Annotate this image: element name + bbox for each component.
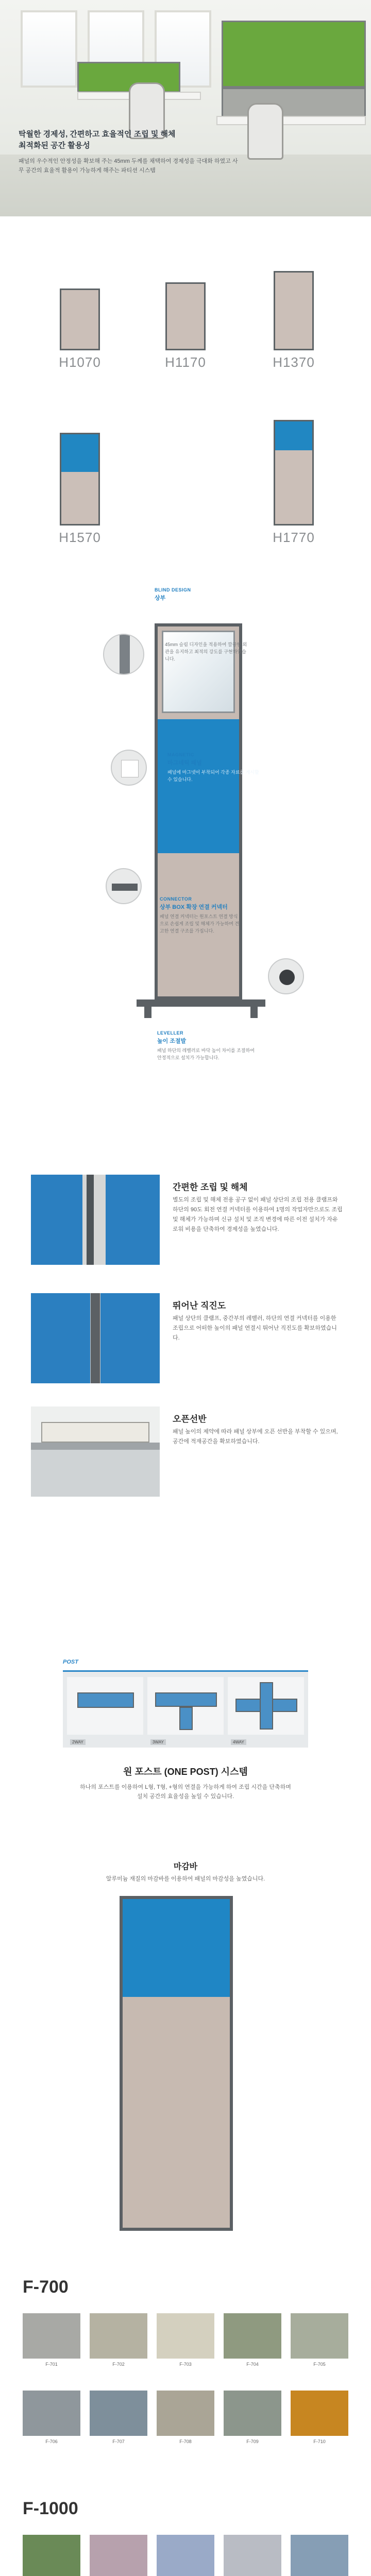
size-lineup xyxy=(0,222,371,582)
size-panel xyxy=(60,289,100,350)
swatch-group-title: F-700 xyxy=(23,2277,69,2297)
swatch-name: F-704 xyxy=(246,2362,259,2367)
size-label: H1070 xyxy=(59,354,101,370)
callout-desc: 45mm 슬림 디자인을 적용하여 깔끔한 외관을 유지하고 최적의 강도를 구현하였습니다. xyxy=(165,642,247,662)
swatch-chip xyxy=(90,2391,147,2436)
color-swatch[interactable] xyxy=(224,2535,281,2576)
size-item xyxy=(157,282,214,370)
color-swatch[interactable] xyxy=(157,2313,214,2367)
callout-title: 상부 BOX 확장 연결 커넥터 xyxy=(160,904,228,910)
feature-photo xyxy=(31,1175,160,1265)
swatch-group-title: F-1000 xyxy=(23,2499,78,2518)
diagram-foot-post xyxy=(144,1007,151,1018)
post-panel xyxy=(77,1692,134,1708)
size-label: H1770 xyxy=(273,530,315,545)
hero-copy xyxy=(19,129,240,175)
post-type-2way xyxy=(67,1677,143,1744)
swatch-chip xyxy=(23,2313,80,2359)
finish-bar-panel xyxy=(120,1896,233,2231)
post-diagram xyxy=(63,1670,308,1748)
swatch-name: F-710 xyxy=(313,2439,326,2444)
feature-list xyxy=(0,1175,371,1628)
diagram-panel xyxy=(155,623,242,999)
color-swatch[interactable] xyxy=(23,2535,80,2576)
hero-partition-green xyxy=(222,21,366,88)
color-swatch[interactable] xyxy=(157,2535,214,2576)
swatch-name: F-709 xyxy=(246,2439,259,2444)
callout-connector xyxy=(160,896,242,935)
callout-en: CONNECTOR xyxy=(160,896,192,902)
callout-title: 마그네틱 패널 xyxy=(167,760,202,766)
swatch-chip xyxy=(224,2313,281,2359)
feature-title: 뛰어난 직진도 xyxy=(173,1301,226,1311)
size-item xyxy=(265,420,322,546)
swatch-name: F-701 xyxy=(45,2362,58,2367)
size-panel xyxy=(274,420,314,526)
size-label: H1570 xyxy=(59,530,101,545)
size-panel xyxy=(274,271,314,350)
hero-window xyxy=(21,10,77,88)
callout-title: 상부 xyxy=(155,595,166,601)
color-swatch[interactable] xyxy=(90,2535,147,2576)
hero-desk xyxy=(216,116,366,125)
swatch-chip xyxy=(157,2391,214,2436)
feature-desc: 패널 상단의 클램프, 중간부의 레벨러, 하단의 연결 커넥터를 이용한 조립으로 어떠한 높이의 패널 연결시 뛰어난 직진도를 확보하였습니다. xyxy=(173,1315,337,1341)
finish-bar-section xyxy=(0,1860,371,2231)
finish-bar-desc: 알루미늄 재질의 마감바를 이용하여 패널의 마감성을 높였습니다. xyxy=(106,1876,265,1882)
feature-title: 간편한 조립 및 해체 xyxy=(173,1182,248,1192)
diagram-foot-post xyxy=(250,1007,258,1018)
size-panel-blue xyxy=(275,421,312,450)
size-label: H1170 xyxy=(165,354,206,370)
post-caption: 2WAY xyxy=(70,1739,86,1745)
hero-title-line2: 최적화된 공간 활용성 xyxy=(19,141,90,150)
feature-item xyxy=(31,1406,350,1499)
feature-photo xyxy=(31,1293,160,1383)
callout-en: BLIND DESIGN xyxy=(155,587,191,592)
size-panel xyxy=(60,433,100,526)
feature-photo xyxy=(31,1406,160,1497)
post-caption: 3WAY xyxy=(150,1739,166,1745)
swatch-chip xyxy=(23,2535,80,2576)
post-tag: POST xyxy=(63,1659,78,1665)
callout-desc: 패널에 마그넷이 부착되어 각종 자료를 게시할 수 있습니다. xyxy=(167,770,259,782)
size-item xyxy=(52,289,108,370)
color-swatch[interactable] xyxy=(23,2313,80,2367)
size-item xyxy=(52,433,108,546)
color-swatch[interactable] xyxy=(291,2391,348,2444)
callout-desc: 패널 하단의 레벨러로 바닥 높이 차이를 조절하여 안정적으로 설치가 가능합니다. xyxy=(157,1048,255,1060)
feature-desc: 별도의 조립 및 해체 전용 공구 없이 패널 상단의 조립 전용 클램프와 하단의 90도 회전 연결 커넥터를 이용하여 1명의 작업자만으로도 조립 및 해체가 가능하며 신규 설치 및 조직 변경에 따른 이전 설치가 자유로워 비용을 단축하여 경제성을 높였습니다. xyxy=(173,1197,343,1232)
hero-description: 패널의 우수적인 안정성을 확보해 주는 45mm 두께를 채택하여 경제성을 극대화 하였고 사무 공간의 효율적 활용이 가능하게 해주는 파티션 시스템 xyxy=(19,158,238,174)
color-swatch[interactable] xyxy=(291,2535,348,2576)
swatch-name: F-707 xyxy=(112,2439,125,2444)
color-swatch[interactable] xyxy=(23,2391,80,2444)
size-item xyxy=(265,271,322,370)
hero-section xyxy=(0,0,371,216)
post-panel xyxy=(179,1707,193,1730)
swatch-name: F-708 xyxy=(179,2439,192,2444)
color-swatch[interactable] xyxy=(224,2313,281,2367)
post-caption: 4WAY xyxy=(231,1739,246,1745)
swatch-chip xyxy=(90,2313,147,2359)
callout-leveller xyxy=(157,1030,255,1061)
swatch-name: F-702 xyxy=(112,2362,125,2367)
swatch-chip xyxy=(291,2313,348,2359)
callout-top xyxy=(155,587,268,602)
callout-en: MAGNETIC xyxy=(167,752,194,757)
callout-en: LEVELLER xyxy=(157,1030,184,1036)
swatch-chip xyxy=(23,2391,80,2436)
hero-title-line1: 탁월한 경제성, 간편하고 효율적인 조립 및 해체 xyxy=(19,130,176,139)
swatch-chip xyxy=(224,2391,281,2436)
swatch-chip xyxy=(157,2535,214,2576)
swatch-group-f700 xyxy=(0,2277,371,2463)
swatch-chip xyxy=(291,2535,348,2576)
color-swatch[interactable] xyxy=(291,2313,348,2367)
color-swatch[interactable] xyxy=(157,2391,214,2444)
diagram-foot xyxy=(137,999,265,1007)
swatch-chip xyxy=(291,2391,348,2436)
callout-desc: 패널 연결 커넥터는 원포스트 연결 방식으로 손쉽게 조립 및 해체가 가능하며 견고한 연결 구조를 가집니다. xyxy=(160,914,240,934)
hero-partition-gray xyxy=(222,88,366,118)
callout-title: 높이 조절발 xyxy=(157,1038,187,1044)
size-panel xyxy=(165,282,206,350)
feature-item xyxy=(31,1293,350,1386)
detail-circle xyxy=(268,958,304,994)
swatch-name: F-706 xyxy=(45,2439,58,2444)
color-swatch[interactable] xyxy=(90,2313,147,2367)
detail-circle xyxy=(103,634,144,675)
feature-title: 오픈선반 xyxy=(173,1414,207,1424)
hero-chair xyxy=(247,103,283,160)
feature-item xyxy=(31,1175,350,1267)
callout-magnetic xyxy=(167,752,260,783)
swatch-name: F-703 xyxy=(179,2362,192,2367)
swatch-name: F-705 xyxy=(313,2362,326,2367)
callout-top-desc-wrap xyxy=(165,639,247,663)
one-post-section xyxy=(0,1659,371,1834)
color-swatch[interactable] xyxy=(224,2391,281,2444)
swatch-chip xyxy=(224,2535,281,2576)
post-type-3way xyxy=(147,1677,224,1744)
post-panel xyxy=(155,1692,217,1707)
feature-desc: 패널 높이의 제약에 따라 패널 상부에 오픈 선반을 부착할 수 있으며, 공간에 적재공간을 확보하였습니다. xyxy=(173,1429,338,1445)
post-panel xyxy=(260,1682,273,1730)
finish-bar-panel-blue xyxy=(123,1899,230,1997)
one-post-title: 원 포스트 (ONE POST) 시스템 xyxy=(123,1767,248,1777)
post-type-4way xyxy=(228,1677,304,1744)
size-label: H1370 xyxy=(273,354,315,370)
finish-bar-title: 마감바 xyxy=(173,1862,198,1871)
color-swatch[interactable] xyxy=(90,2391,147,2444)
one-post-desc: 하나의 포스트를 이용하여 L형, T형, +형의 연결을 가능하게 하여 조립 시간을 단축하며 설치 공간의 효율성을 높일 수 있습니다. xyxy=(80,1784,291,1800)
detail-circle xyxy=(111,750,147,786)
size-panel-blue xyxy=(61,434,98,472)
diagram-blue-panel xyxy=(158,719,239,853)
swatch-group-f1000 xyxy=(0,2499,371,2576)
swatch-chip xyxy=(90,2535,147,2576)
component-diagram xyxy=(0,587,371,1103)
swatch-chip xyxy=(157,2313,214,2359)
hero-partition-green xyxy=(77,62,180,93)
detail-circle xyxy=(106,868,142,904)
